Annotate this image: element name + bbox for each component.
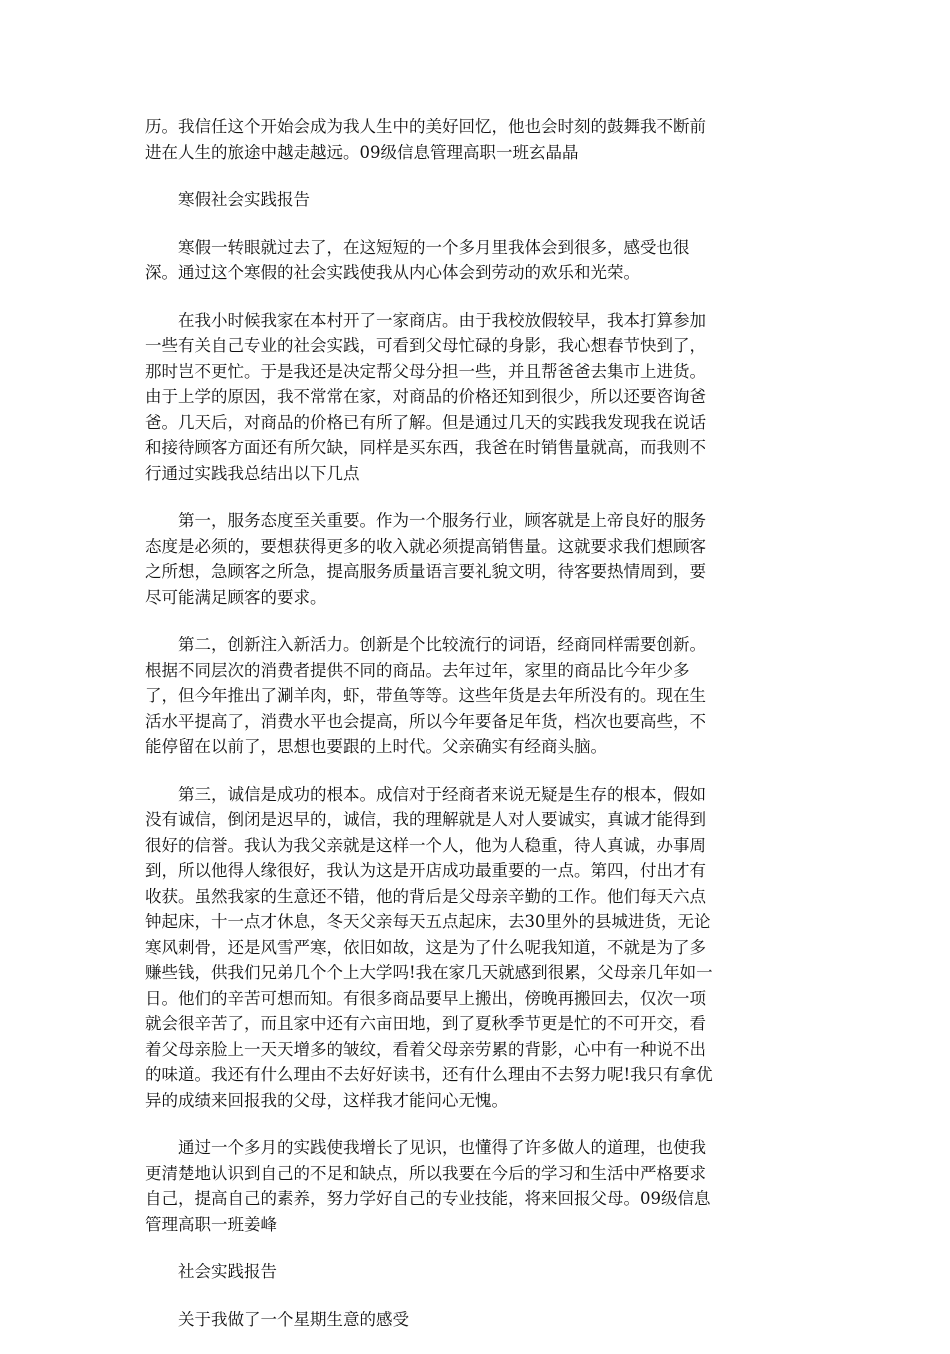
text-line: 能停留在以前了，思想也要跟的上时代。父亲确实有经商头脑。 — [145, 737, 607, 756]
text-line: 赚些钱，供我们兄弟几个个上大学吗!我在家几天就感到很累，父母亲几年如一 — [145, 963, 713, 982]
text-line: 尽可能满足顾客的要求。 — [145, 587, 327, 607]
text-line: 着父母亲脸上一天天增多的皱纹，看着父母亲劳累的背影，心中有一种说不出 — [145, 1039, 706, 1059]
text-line: 态度是必须的，要想获得更多的收入就必须提高销售量。这就要求我们想顾客 — [145, 536, 706, 556]
text-line: 第三，诚信是成功的根本。成信对于经商者来说无疑是生存的根本，假如 — [178, 784, 706, 804]
paragraph-intro — [145, 235, 807, 286]
paragraph-point-two — [145, 632, 807, 760]
text-line: 之所想，急顾客之所急，提高服务质量语言要礼貌文明，待客要热情周到，要 — [145, 562, 706, 581]
document-page — [145, 114, 807, 1354]
text-line: 第二，创新注入新活力。创新是个比较流行的词语，经商同样需要创新。 — [178, 635, 706, 654]
text-line: 异的成绩来回报我的父母，这样我才能问心无愧。 — [145, 1090, 508, 1110]
text-line: 自己，提高自己的素养，努力学好自己的专业技能，将来回报父母。09级信息 — [145, 1189, 711, 1208]
text-line: 爸。几天后，对商品的价格已有所了解。但是通过几天的实践我发现我在说话 — [145, 412, 706, 432]
section-title-winter-report — [145, 187, 807, 213]
text-line: 第一，服务态度至关重要。作为一个服务行业，顾客就是上帝良好的服务 — [178, 511, 706, 530]
text-line: 寒假社会实践报告 — [178, 190, 310, 209]
text-line: 进在人生的旅途中越走越远。09级信息管理高职一班玄晶晶 — [145, 142, 579, 162]
text-line: 深。通过这个寒假的社会实践使我从内心体会到劳动的欢乐和光荣。 — [145, 263, 640, 282]
text-line: 就会很辛苦了，而且家中还有六亩田地，到了夏秋季节更是忙的不可开交，看 — [145, 1014, 706, 1033]
text-line: 收获。虽然我家的生意还不错，他的背后是父母亲辛勤的工作。他们每天六点 — [145, 886, 706, 906]
text-line: 很好的信誉。我认为我父亲就是这样一个人，他为人稳重，待人真诚，办事周 — [145, 835, 706, 855]
text-line: 更清楚地认识到自己的不足和缺点，所以我要在今后的学习和生活中严格要求 — [145, 1163, 706, 1183]
text-line: 管理高职一班姜峰 — [145, 1214, 277, 1234]
section-subtitle — [145, 1307, 807, 1333]
text-line: 到，所以他得人缘很好，我认为这是开店成功最重要的一点。第四，付出才有 — [145, 861, 706, 880]
text-line: 寒假一转眼就过去了，在这短短的一个多月里我体会到很多，感受也很 — [178, 237, 690, 257]
paragraph-point-one — [145, 508, 807, 610]
text-line: 关于我做了一个星期生意的感受 — [178, 1309, 409, 1329]
paragraph-store — [145, 308, 807, 487]
text-line: 钟起床，十一点才休息，冬天父亲每天五点起床，去30里外的县城进货，无论 — [145, 912, 711, 931]
text-line: 了，但今年推出了涮羊肉，虾，带鱼等等。这些年货是去年所没有的。现在生 — [145, 686, 706, 705]
text-line: 活水平提高了，消费水平也会提高，所以今年要备足年货，档次也要高些，不 — [145, 711, 706, 731]
section-title-social-report — [145, 1259, 807, 1285]
text-line: 由于上学的原因，我不常常在家，对商品的价格还知到很少，所以还要咨询爸 — [145, 387, 706, 406]
paragraph-point-three — [145, 782, 807, 1114]
text-line: 历。我信任这个开始会成为我人生中的美好回忆，他也会时刻的鼓舞我不断前 — [145, 117, 706, 136]
text-line: 那时岂不更忙。于是我还是决定帮父母分担一些，并且帮爸爸去集市上进货。 — [145, 361, 706, 381]
text-line: 和接待顾客方面还有所欠缺，同样是买东西，我爸在时销售量就高，而我则不 — [145, 438, 706, 457]
text-line: 在我小时候我家在本村开了一家商店。由于我校放假较早，我本打算参加 — [178, 310, 706, 330]
text-line: 日。他们的辛苦可想而知。有很多商品要早上搬出，傍晚再搬回去，仅次一项 — [145, 988, 706, 1008]
paragraph-conclusion — [145, 1135, 807, 1237]
paragraph-continuation — [145, 114, 807, 165]
text-line: 通过一个多月的实践使我增长了见识，也懂得了许多做人的道理，也使我 — [178, 1138, 706, 1157]
text-line: 根据不同层次的消费者提供不同的商品。去年过年，家里的商品比今年少多 — [145, 660, 690, 680]
text-line: 社会实践报告 — [178, 1262, 277, 1281]
text-line: 的味道。我还有什么理由不去好好读书，还有什么理由不去努力呢!我只有拿优 — [145, 1065, 713, 1084]
text-line: 寒风刺骨，还是风雪严寒，依旧如故，这是为了什么呢我知道，不就是为了多 — [145, 937, 706, 957]
text-line: 一些有关自己专业的社会实践，可看到父母忙碌的身影，我心想春节快到了， — [145, 336, 706, 355]
text-line: 没有诚信，倒闭是迟早的，诚信，我的理解就是人对人要诚实，真诚才能得到 — [145, 810, 706, 829]
text-line: 行通过实践我总结出以下几点 — [145, 463, 360, 483]
